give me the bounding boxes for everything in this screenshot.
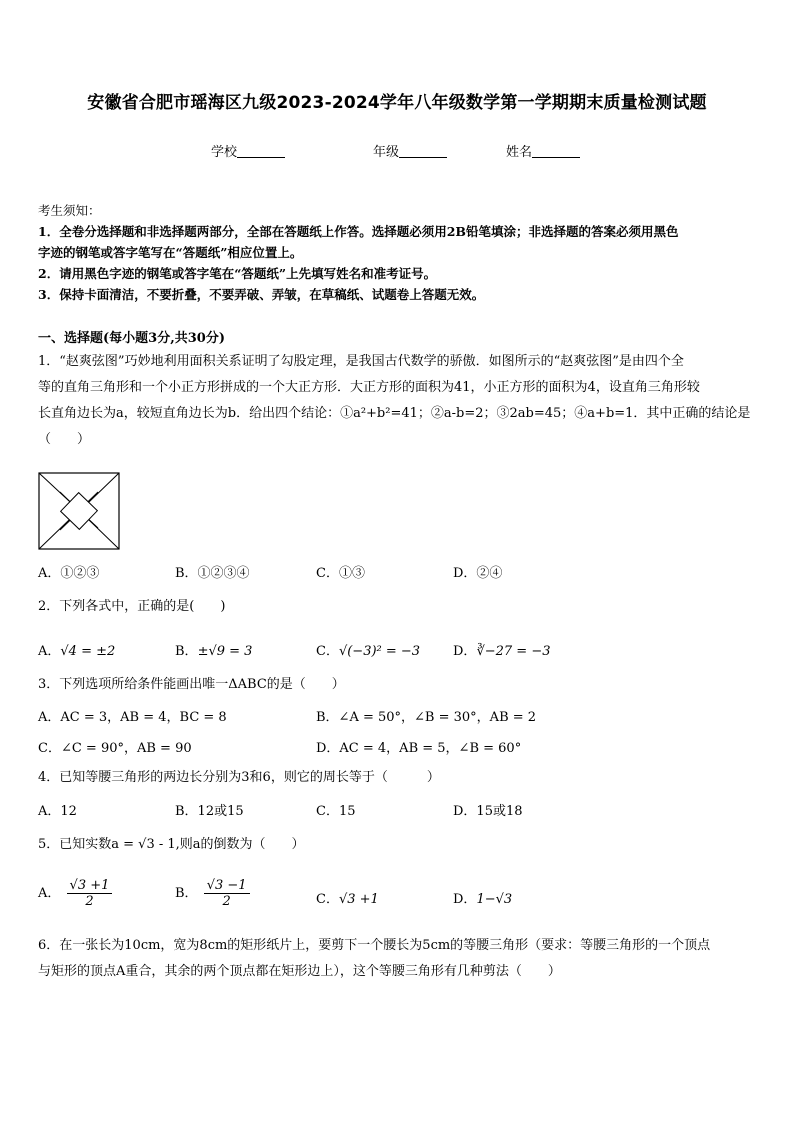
q5-b-letter: B． bbox=[175, 886, 198, 901]
q2-c-expr: √(−3)² = −3 bbox=[338, 644, 421, 659]
question-6 bbox=[38, 933, 758, 985]
q4-option-c[interactable]: C．15 bbox=[316, 804, 356, 819]
q1-line-1: 1．“赵爽弦图”巧妙地利用面积关系证明了勾股定理，是我国古代数学的骄傲．如图所示的“赵爽弦图”是由四个全 bbox=[38, 354, 684, 369]
exam-title: 安徽省合肥市瑶海区九级2023-2024学年八年级数学第一学期期末质量检测试题 bbox=[87, 93, 707, 113]
section-heading: 一、选择题(每小题3分,共30分) bbox=[38, 331, 225, 346]
q3-option-c[interactable]: C．∠C = 90°，AB = 90 bbox=[38, 741, 192, 756]
q5-option-b[interactable] bbox=[175, 878, 252, 909]
zhao-shuang-figure bbox=[38, 472, 120, 550]
q2-d-letter: D． bbox=[453, 644, 477, 659]
q4-option-b[interactable]: B．12或15 bbox=[175, 804, 244, 819]
q2-b-expr: ±√9 = 3 bbox=[197, 644, 253, 659]
q5-a-letter: A． bbox=[38, 886, 61, 901]
q2-d-expr: ∛−27 = −3 bbox=[476, 644, 551, 659]
q1-option-d[interactable]: D．②④ bbox=[453, 566, 503, 581]
q3-stem: 3．下列选项所给条件能画出唯一ΔABC的是（ ） bbox=[38, 677, 345, 692]
notice-item-2: 2．请用黑色字迹的钢笔或答字笔在“答题纸”上先填写姓名和准考证号。 bbox=[38, 266, 437, 281]
q5-c-letter: C． bbox=[316, 892, 339, 907]
q1-line-4: （ ） bbox=[38, 432, 91, 447]
school-blank bbox=[237, 144, 285, 158]
notice-item-1: 1．全卷分选择题和非选择题两部分，全部在答题纸上作答。选择题必须用2B铅笔填涂；非选择题的答案必须用黑色 bbox=[38, 224, 679, 239]
q6-line-1: 6．在一张长为10cm，宽为8cm的矩形纸片上，要剪下一个腰长为5cm的等腰三角形（要求：等腰三角形的一个顶点 bbox=[38, 938, 711, 953]
q5-option-d[interactable] bbox=[453, 888, 512, 907]
q1-option-c[interactable]: C．①③ bbox=[316, 566, 365, 581]
grade-field bbox=[373, 141, 447, 160]
q2-c-letter: C． bbox=[316, 644, 339, 659]
name-blank bbox=[532, 144, 580, 158]
q5-c-expr: √3 +1 bbox=[338, 892, 379, 907]
q2-option-a[interactable] bbox=[38, 640, 115, 659]
notice-item-3: 3．保持卡面清洁，不要折叠，不要弄破、弄皱，在草稿纸、试题卷上答题无效。 bbox=[38, 287, 485, 302]
q2-a-letter: A． bbox=[38, 644, 61, 659]
name-label: 姓名 bbox=[506, 145, 533, 160]
school-label: 学校 bbox=[211, 145, 238, 160]
q4-option-a[interactable]: A．12 bbox=[38, 804, 77, 819]
q1-option-a[interactable]: A．①②③ bbox=[38, 566, 100, 581]
grade-label: 年级 bbox=[373, 145, 400, 160]
notice-block bbox=[38, 200, 758, 305]
q5-d-expr: 1−√3 bbox=[476, 892, 513, 907]
q5-option-a[interactable] bbox=[38, 878, 114, 909]
q2-b-letter: B． bbox=[175, 644, 198, 659]
q5-a-denominator: 2 bbox=[85, 894, 94, 909]
q2-stem: 2．下列各式中，正确的是( ) bbox=[38, 599, 226, 614]
q5-d-letter: D． bbox=[453, 892, 477, 907]
q1-option-b[interactable]: B．①②③④ bbox=[175, 566, 250, 581]
question-1 bbox=[38, 349, 758, 453]
q2-option-c[interactable] bbox=[316, 640, 420, 659]
q5-a-numerator: √3 +1 bbox=[67, 878, 113, 894]
school-field bbox=[211, 141, 285, 160]
q2-option-d[interactable] bbox=[453, 640, 550, 659]
q3-option-d[interactable]: D．AC = 4，AB = 5，∠B = 60° bbox=[316, 741, 522, 756]
q4-option-d[interactable]: D．15或18 bbox=[453, 804, 523, 819]
notice-heading: 考生须知： bbox=[38, 203, 101, 218]
q2-a-expr: √4 = ±2 bbox=[60, 644, 116, 659]
q5-b-numerator: √3 −1 bbox=[204, 878, 250, 894]
q6-line-2: 与矩形的顶点A重合，其余的两个顶点都在矩形边上），这个等腰三角形有几种剪法（ ） bbox=[38, 964, 561, 979]
q1-line-3: 长直角边长为a，较短直角边长为b．给出四个结论：①a²+b²=41；②a-b=2；③2ab=45；④a+b=1．其中正确的结论是 bbox=[38, 406, 751, 421]
q2-option-b[interactable] bbox=[175, 640, 252, 659]
grade-blank bbox=[399, 144, 447, 158]
name-field bbox=[506, 141, 580, 160]
q5-b-denominator: 2 bbox=[222, 894, 231, 909]
notice-item-1-cont: 字迹的钢笔或答字笔写在“答题纸”相应位置上。 bbox=[38, 245, 303, 260]
q3-option-a[interactable]: A．AC = 3，AB = 4，BC = 8 bbox=[38, 710, 227, 725]
q3-option-b[interactable]: B．∠A = 50°，∠B = 30°，AB = 2 bbox=[316, 710, 537, 725]
q5-a-fraction bbox=[67, 878, 113, 909]
q1-line-2: 等的直角三角形和一个小正方形拼成的一个大正方形．大正方形的面积为41，小正方形的面积为4，设直角三角形较 bbox=[38, 380, 700, 395]
q5-stem: 5．已知实数a = √3 - 1,则a的倒数为（ ） bbox=[38, 837, 305, 852]
q5-option-c[interactable] bbox=[316, 888, 379, 907]
q4-stem: 4．已知等腰三角形的两边长分别为3和6，则它的周长等于（ ） bbox=[38, 770, 440, 785]
q5-b-fraction bbox=[204, 878, 250, 909]
